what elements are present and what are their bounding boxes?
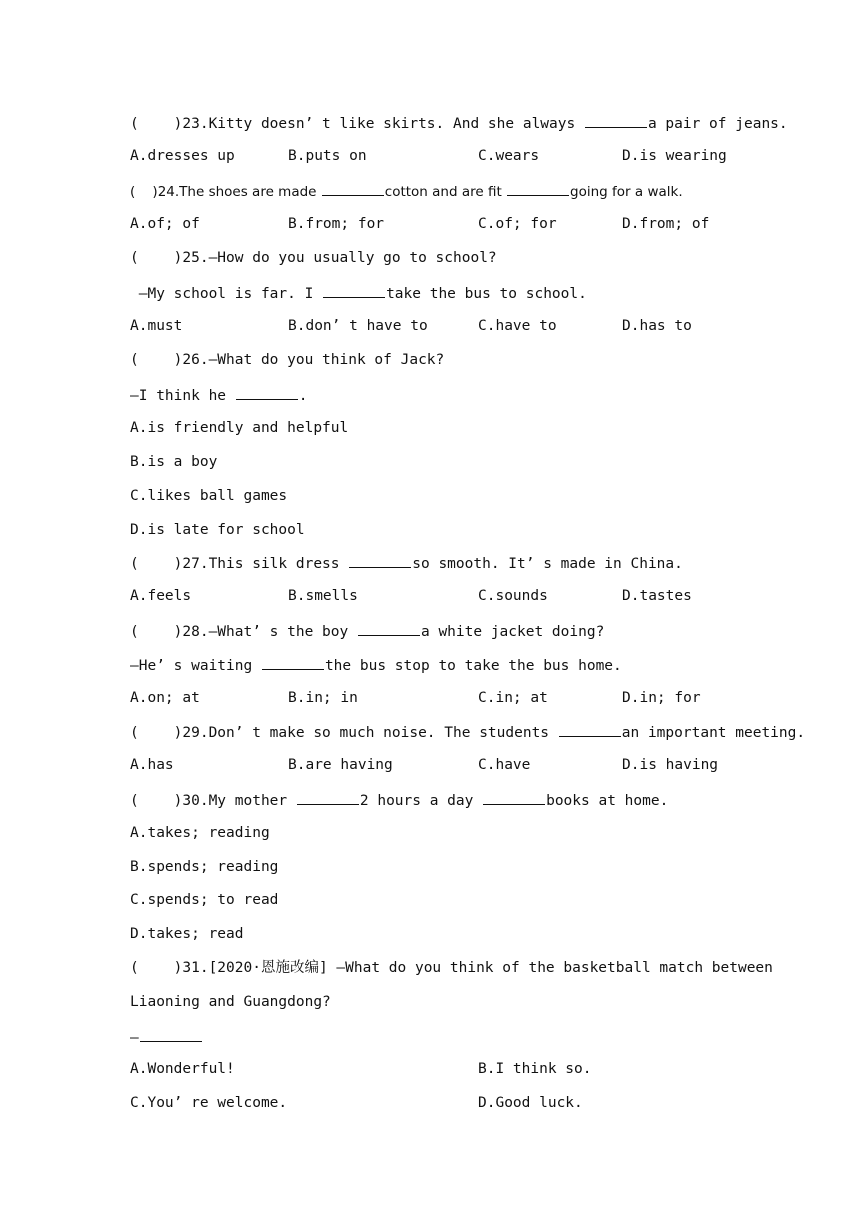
answer-blank [323, 283, 385, 298]
option-a: A.is friendly and helpful [130, 420, 349, 436]
option-a: A.dresses up [130, 148, 235, 164]
option-a: A.takes; reading [130, 825, 270, 841]
question-26-line2: —I think he . [130, 385, 308, 405]
answer-blank [140, 1027, 202, 1042]
answer-blank [297, 790, 359, 805]
option-b: B.is a boy [130, 454, 218, 470]
question-27-stem: ( )27.This silk dress so smooth. It’ s made in China. [130, 553, 683, 573]
option-b: B.don’ t have to [288, 318, 428, 334]
option-d: D.is late for school [130, 522, 305, 538]
option-d: D.takes; read [130, 926, 244, 942]
option-d: D.Good luck. [478, 1095, 583, 1111]
question-29-stem: ( )29.Don’ t make so much noise. The students an important meeting. [130, 722, 805, 742]
option-b: B.are having [288, 757, 393, 773]
option-c: C.have [478, 757, 531, 773]
answer-blank [358, 621, 420, 636]
option-d: D.from; of [622, 216, 710, 232]
question-31-stem: ( )31.[2020·恩施改编] —What do you think of the basketball match between [130, 960, 773, 976]
option-b: B.I think so. [478, 1061, 592, 1077]
option-a: A.feels [130, 588, 192, 604]
question-23-stem: ( )23.Kitty doesn’ t like skirts. And she always a pair of jeans. [130, 113, 788, 133]
option-d: D.is wearing [622, 148, 727, 164]
answer-blank [507, 181, 569, 196]
option-c: C.likes ball games [130, 488, 288, 504]
question-30-stem: ( )30.My mother 2 hours a day books at home. [130, 790, 668, 810]
question-24-stem: ( )24.The shoes are made cotton and are fit going for a walk. [130, 181, 683, 201]
option-a: A.Wonderful! [130, 1061, 235, 1077]
option-c: C.wears [478, 148, 540, 164]
option-c: C.of; for [478, 216, 557, 232]
option-c: C.You’ re welcome. [130, 1095, 288, 1111]
question-25-line2: —My school is far. I take the bus to school. [130, 283, 587, 303]
option-c: C.spends; to read [130, 892, 279, 908]
question-31-line3: — [130, 1027, 203, 1047]
answer-blank [585, 113, 647, 128]
option-d: D.tastes [622, 588, 692, 604]
answer-blank [483, 790, 545, 805]
option-a: A.on; at [130, 690, 200, 706]
option-a: A.of; of [130, 216, 200, 232]
question-28-line2: —He’ s waiting the bus stop to take the bus home. [130, 655, 622, 675]
option-d: D.is having [622, 757, 719, 773]
option-b: B.in; in [288, 690, 358, 706]
option-b: B.smells [288, 588, 358, 604]
option-b: B.spends; reading [130, 859, 279, 875]
answer-blank [262, 655, 324, 670]
option-c: C.have to [478, 318, 557, 334]
option-b: B.from; for [288, 216, 385, 232]
question-28-stem: ( )28.—What’ s the boy a white jacket doing? [130, 621, 604, 641]
option-c: C.in; at [478, 690, 548, 706]
answer-blank [559, 722, 621, 737]
answer-blank [236, 385, 298, 400]
option-c: C.sounds [478, 588, 548, 604]
option-d: D.has to [622, 318, 692, 334]
question-25-stem: ( )25.—How do you usually go to school? [130, 250, 497, 266]
question-31-line2: Liaoning and Guangdong? [130, 994, 331, 1010]
question-26-stem: ( )26.—What do you think of Jack? [130, 352, 445, 368]
answer-blank [322, 181, 384, 196]
option-d: D.in; for [622, 690, 701, 706]
option-a: A.has [130, 757, 174, 773]
option-b: B.puts on [288, 148, 367, 164]
option-a: A.must [130, 318, 183, 334]
answer-blank [349, 553, 411, 568]
